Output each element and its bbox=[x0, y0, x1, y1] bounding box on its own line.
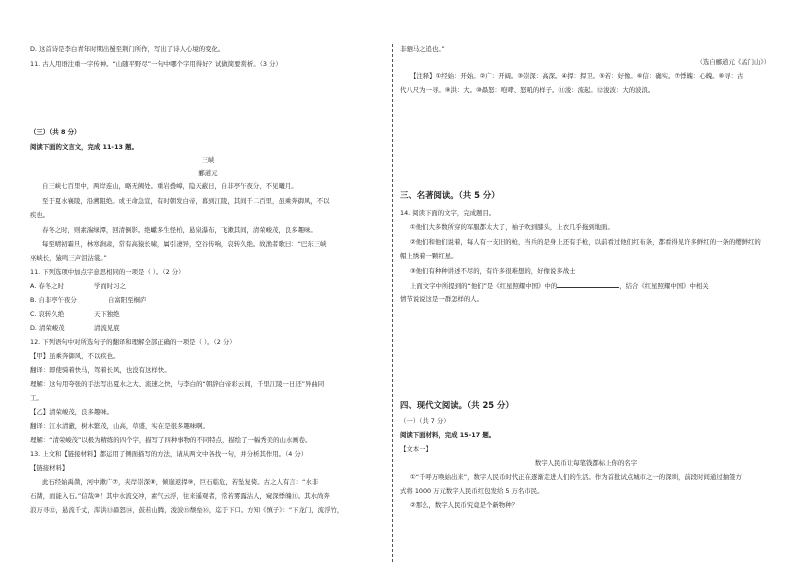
column-divider bbox=[392, 44, 393, 562]
section-3-heading: （三）（共 8 分） bbox=[30, 128, 81, 136]
passage-paragraph-2: 至于夏水襄陵，沿溯阻绝。或王命急宣，有时朝发白帝，暮到江陵，其间千二百里，虽乘奔御风，不以 bbox=[42, 197, 330, 205]
option-a-right: 学而时习之 bbox=[94, 282, 126, 290]
option-c-left: C. 哀转久绝 bbox=[30, 310, 65, 318]
subsection-1-instruction: 阅读下面材料，完成 15-17 题。 bbox=[400, 431, 496, 439]
question-12: 12. 下列语句中对所选句子的翻译和理解全部正确的一项是（ ）。（2 分） bbox=[30, 338, 236, 346]
notes-line-1: 【注释】①经始：开始。②广：开阔。③崇深：高深。④捍：捍卫。⑤若：好像。⑥信：确实。⑦悸魄：心魄。⑧寻：古 bbox=[410, 72, 744, 80]
question-11b: 11. 下列选项中加点字意思相同的一项是（ ）。（2 分） bbox=[30, 268, 185, 276]
yi-translation: 翻译：江水清澈，树木繁茂，山高，草盛，实在是很多趣味啊。 bbox=[30, 422, 209, 430]
excerpt-3: ③他们有种种讲述不尽的，有许多很难想的，好像说多战士 bbox=[410, 267, 576, 275]
question-14-prompt-pre: 上面文字中所提到的“他们”是《红星照耀中国》中的 bbox=[410, 282, 558, 290]
option-b-left: B. 自非亭午夜分 bbox=[30, 296, 77, 304]
link-material-heading: 【链接材料】 bbox=[30, 464, 69, 472]
passage-paragraph-4: 每至晴初霜旦，林寒涧肃，常有高猿长啸，属引凄异，空谷传响，哀转久绝。故渔者歌曰：“巴东三峡 bbox=[42, 240, 327, 248]
jia-translation: 翻译：即使骑着快马，驾着长风，也没有这样快。 bbox=[30, 366, 171, 374]
jia-sentence: 【甲】虽乘奔御风，不以疾也。 bbox=[30, 352, 120, 360]
question-11: 11. 古人用语注重一字传神。“山随平野尽”一句中哪个字用得好？试做简要赏析。（3 分） bbox=[30, 60, 282, 68]
passage-paragraph-2-cont: 疾也。 bbox=[30, 211, 50, 219]
option-b-right: 自富阳至桐庐 bbox=[108, 296, 147, 304]
answer-blank[interactable] bbox=[557, 281, 619, 288]
passage-paragraph-4-cont: 巫峡长，猿鸣三声泪沾裳。” bbox=[30, 254, 107, 262]
q10-option-d: D. 这首诗是李白青年时期出蜀至荆门所作，写出了诗人心境的变化。 bbox=[30, 45, 225, 53]
link-material-end: 非驷马之追也。” bbox=[400, 45, 445, 53]
subsection-1-heading: （一）（共 7 分） bbox=[400, 417, 450, 425]
text-1-paragraph-1-cont: 式将 1000 万元数字人民币红包发给 5 万名市民。 bbox=[400, 487, 544, 495]
option-d-left: D. 清荣峻茂 bbox=[30, 324, 65, 332]
text-1-paragraph-2: ②那么，数字人民币究竟是个新物种？ bbox=[410, 501, 518, 509]
option-c-right: 天下独绝 bbox=[94, 310, 120, 318]
notes-line-2: 代八尺为一寻。⑨洪：大。⑩赑怒：咆哮、怒吼的样子。⑪浚：流起。⑫浚波：大的波浪。 bbox=[400, 86, 655, 94]
yi-sentence: 【乙】清荣峻茂，良多趣味。 bbox=[30, 408, 114, 416]
option-a-left: A. 春冬之时 bbox=[30, 282, 64, 290]
question-13: 13. 上文和【链接材料】都运用了侧面描写的方法，请从两文中各找一句，并分析其作用。（4 分） bbox=[30, 450, 308, 458]
question-14: 14. 阅读下面的文字，完成题目。 bbox=[400, 209, 496, 217]
question-14-prompt-cont: 情节说说这是一群怎样的人。 bbox=[400, 295, 484, 303]
jia-understanding-cont: 工。 bbox=[30, 394, 43, 402]
excerpt-1: ①他们大多数所穿的军服都太大了，袖子吹到膝头，上衣几乎拖到地面。 bbox=[410, 223, 614, 231]
excerpt-2: ②他们和他们说着，每人有一支旧的枪，当兵的是身上还有手枪，以前看过他们红布条，都看得见许多鲜红的一条的缨鲜红的 bbox=[410, 238, 761, 246]
link-material-line-1: 此石经始禹凿，河中漱广⑦，夹岸崇深⑧，倾崖返捍⑨，巨石临危，若坠复倚。古之人有言：“水非 bbox=[42, 478, 319, 486]
yi-understanding: 理解：“清荣峻茂”以极为精练的四个字，描写了四种事物的不同特点，描绘了一幅秀美的山水画卷。 bbox=[30, 436, 312, 444]
option-d-right: 清流见底 bbox=[94, 324, 120, 332]
jia-understanding: 理解：这句用夸张的手法写出夏水之大、流速之快，与李白的“朝辞白帝彩云间，千里江陵一日还”异曲同 bbox=[30, 380, 325, 388]
section-modern-heading: 四、现代文阅读。（共 25 分） bbox=[400, 400, 514, 410]
text-1-title: 数字人民币让每笔钱都标上你的名字 bbox=[534, 459, 638, 467]
link-material-line-2: 石凿，而能入石。”信哉⑩！其中水流交冲，素气云浮，往来遥观者，常若雾露沾人，窥深悸魄⑪。其水尚奔 bbox=[30, 492, 330, 500]
section-mingzhu-heading: 三、名著阅读。（共 5 分） bbox=[400, 190, 500, 200]
link-material-line-3: 浪万寻⑫，悬流千丈，浑洪⑬赑怒⑭，鼓若山腾，浚波⑮颓垒⑯，迄于下口。方知《慎子》：“下龙门，流浮竹， bbox=[30, 506, 344, 514]
passage-title: 三峡 bbox=[201, 156, 215, 164]
text-1-heading: 【文本一】 bbox=[400, 445, 432, 453]
passage-author: 郦道元 bbox=[198, 169, 218, 177]
passage-paragraph-1: 自三峡七百里中，两岸连山，略无阙处。重岩叠嶂，隐天蔽日，自非亭午夜分，不见曦月。 bbox=[42, 182, 298, 190]
excerpt-2-cont: 帽上绣着一颗红星。 bbox=[400, 252, 458, 260]
question-14-prompt bbox=[410, 281, 709, 291]
passage-paragraph-3: 春冬之时，则素湍绿潭，回清倒影。绝巘多生怪柏，悬泉瀑布，飞漱其间，清荣峻茂，良多趣味。 bbox=[42, 226, 317, 234]
section-3-instruction: 阅读下面的文言文，完成 11-13 题。 bbox=[30, 143, 138, 151]
question-14-prompt-post: ，结合《红星照耀中国》中相关 bbox=[619, 282, 709, 290]
link-source: （选自郦道元《孟门山》） bbox=[696, 58, 770, 66]
text-1-paragraph-1: ①“千呼万唤始出来”，数字人民币时代正在逐渐走进人们的生活。作为首批试点城市之一的深圳，前段时间通过抽签方 bbox=[410, 473, 742, 481]
